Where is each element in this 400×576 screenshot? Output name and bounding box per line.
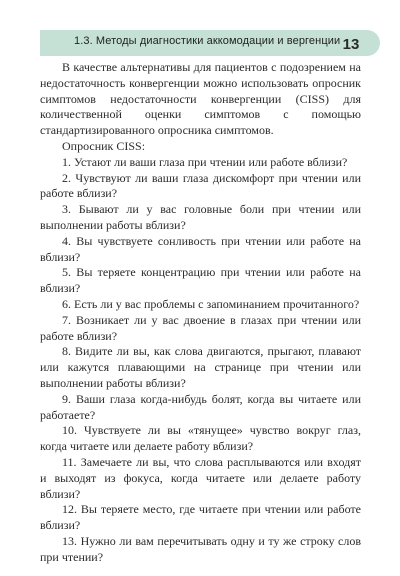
questionnaire-title: Опросник CISS: xyxy=(62,138,146,153)
question-item: 2. Чувствуют ли ваши глаза дискомфорт при чтении или работе вблизи? xyxy=(40,170,361,201)
question-item: 5. Вы теряете концентрацию при чтении или работе на вблизи? xyxy=(40,265,361,296)
question-item: 7. Возникает ли у вас двоение в глазах при чтении или работе вблизи? xyxy=(40,312,361,343)
body-text xyxy=(40,60,361,566)
intro-paragraph: В качестве альтернативы для пациентов с подозрением на недостаточность конвергенции можно использовать опросник симптомов недостаточности конвергенции (CISS) для количественной оценки симптомов с помощью стандартизированного опросника симптомов. xyxy=(40,60,361,138)
question-item: 6. Есть ли у вас проблемы с запоминанием прочитанного? xyxy=(62,296,360,311)
running-header xyxy=(40,30,380,56)
question-item: 4. Вы чувствуете сонливость при чтении или работе на вблизи? xyxy=(40,233,361,264)
question-item: 3. Бывают ли у вас головные боли при чтении или выполнении работы вблизи? xyxy=(40,202,361,232)
question-item: 11. Замечаете ли вы, что слова расплываются или входят и выходят из фокуса, когда читаете или делаете работу вблизи? xyxy=(40,454,361,501)
section-title: 1.3. Методы диагностики аккомодации и вергенции xyxy=(74,35,341,47)
question-item: 9. Ваши глаза когда-нибудь болят, когда вы читаете или работаете? xyxy=(40,391,361,422)
question-item: 12. Вы теряете место, где читаете при чтении или работе вблизи? xyxy=(40,502,361,533)
page-number: 13 xyxy=(342,36,360,53)
question-item: 1. Устают ли ваши глаза при чтении или работе вблизи? xyxy=(62,154,348,169)
question-item: 13. Нужно ли вам перечитывать одну и ту же строку слов при чтении? xyxy=(40,533,361,564)
question-item: 10. Чувствуете ли вы «тянущее» чувство вокруг глаз, когда читаете или делаете работу вблизи? xyxy=(40,423,361,454)
question-item: 8. Видите ли вы, как слова двигаются, прыгают, плавают или кажутся плавающими на странице при чтении или выполнении работы вблизи? xyxy=(40,344,361,390)
